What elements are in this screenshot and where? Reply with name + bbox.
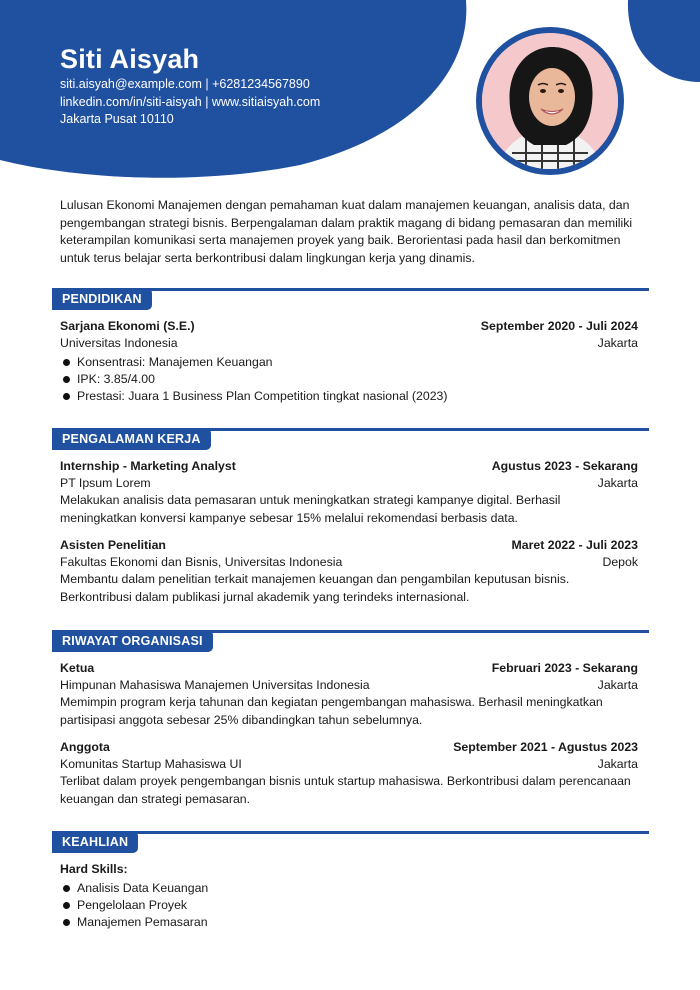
hard-skills-label: Hard Skills: [60,862,128,876]
organization-dates: Februari 2023 - Sekarang [491,661,638,675]
section-header-experience [52,428,649,450]
list-item: Analisis Data Keuangan [60,880,638,897]
section-header-skills [52,831,649,853]
experience-org: PT Ipsum Lorem [60,476,151,490]
experience-entry [60,458,638,527]
hard-skills-list [60,880,638,931]
contact-email-phone: siti.aisyah@example.com | +6281234567890 [60,77,310,91]
section-title-skills: KEAHLIAN [52,831,138,853]
experience-location: Jakarta [597,476,638,490]
organization-description: Memimpin program kerja tahunan dan kegiatan pengembangan mahasiswa. Berhasil meningkatkan partisipasi anggota sebesar 25% dibandingkan tahun sebelumnya. [60,695,603,727]
organization-entry [60,739,638,808]
list-item: Manajemen Pemasaran [60,914,638,931]
section-header-education [52,288,649,310]
experience-role: Asisten Penelitian [60,538,166,552]
experience-org: Fakultas Ekonomi dan Bisnis, Universitas Indonesia [60,555,343,569]
organization-location: Jakarta [597,757,638,771]
education-dates: September 2020 - Juli 2024 [480,319,638,333]
skills-entry [60,861,638,931]
full-name: Siti Aisyah [60,44,200,74]
organization-location: Jakarta [597,678,638,692]
list-item: IPK: 3.85/4.00 [60,371,638,388]
education-bullets [60,354,638,405]
experience-description: Melakukan analisis data pemasaran untuk meningkatkan strategi kampanye digital. Berhasil meningkatkan konversi kampanye sebesar 15% melalui rekomendasi berbasis data. [60,493,561,525]
contact-links: linkedin.com/in/siti-aisyah | www.sitiaisyah.com [60,94,321,109]
section-title-education: PENDIDIKAN [52,288,152,310]
education-entry [60,318,638,405]
profile-photo [482,33,618,169]
experience-description: Membantu dalam penelitian terkait manajemen keuangan dan pengambilan keputusan bisnis. Berkontribusi dalam publikasi jurnal akademik yang terindeks internasional. [60,572,570,604]
experience-dates: Maret 2022 - Juli 2023 [511,538,638,552]
organization-dates: September 2021 - Agustus 2023 [453,740,638,754]
experience-entry [60,537,638,606]
organization-entry [60,660,638,729]
organization-description: Terlibat dalam proyek pengembangan bisnis untuk startup mahasiswa. Berkontribusi dalam perencanaan keuangan dan strategi pemasaran. [60,774,631,806]
education-degree: Sarjana Ekonomi (S.E.) [60,319,195,333]
section-header-organization [52,630,649,652]
section-title-experience: PENGALAMAN KERJA [52,428,211,450]
organization-name: Himpunan Mahasiswa Manajemen Universitas Indonesia [60,678,370,692]
contact-address: Jakarta Pusat 10110 [60,112,174,126]
experience-location: Depok [602,555,638,569]
education-location: Jakarta [597,336,638,350]
organization-role: Anggota [60,740,110,754]
section-divider [52,831,649,834]
organization-role: Ketua [60,661,95,675]
list-item: Konsentrasi: Manajemen Keuangan [60,354,638,371]
list-item: Prestasi: Juara 1 Business Plan Competition tingkat nasional (2023) [60,388,638,405]
header [60,44,320,129]
list-item: Pengelolaan Proyek [60,897,638,914]
corner-circle [628,0,700,82]
organization-name: Komunitas Startup Mahasiswa UI [60,757,242,771]
profile-summary: Lulusan Ekonomi Manajemen dengan pemahaman kuat dalam manajemen keuangan, analisis data, dan pengembangan strategi bisnis. Berpengalaman dalam praktik magang di bidang pemasaran dan memiliki keterampilan komunikasi serta manajemen proyek yang baik. Berorientasi pada hasil dan berkomitmen untuk terus belajar serta berkontribusi dalam lingkungan kerja yang dinamis. [60,198,633,265]
profile-photo-frame [476,27,624,175]
experience-role: Internship - Marketing Analyst [60,459,236,473]
education-school: Universitas Indonesia [60,336,178,350]
section-title-organization: RIWAYAT ORGANISASI [52,630,213,652]
experience-dates: Agustus 2023 - Sekarang [491,459,638,473]
